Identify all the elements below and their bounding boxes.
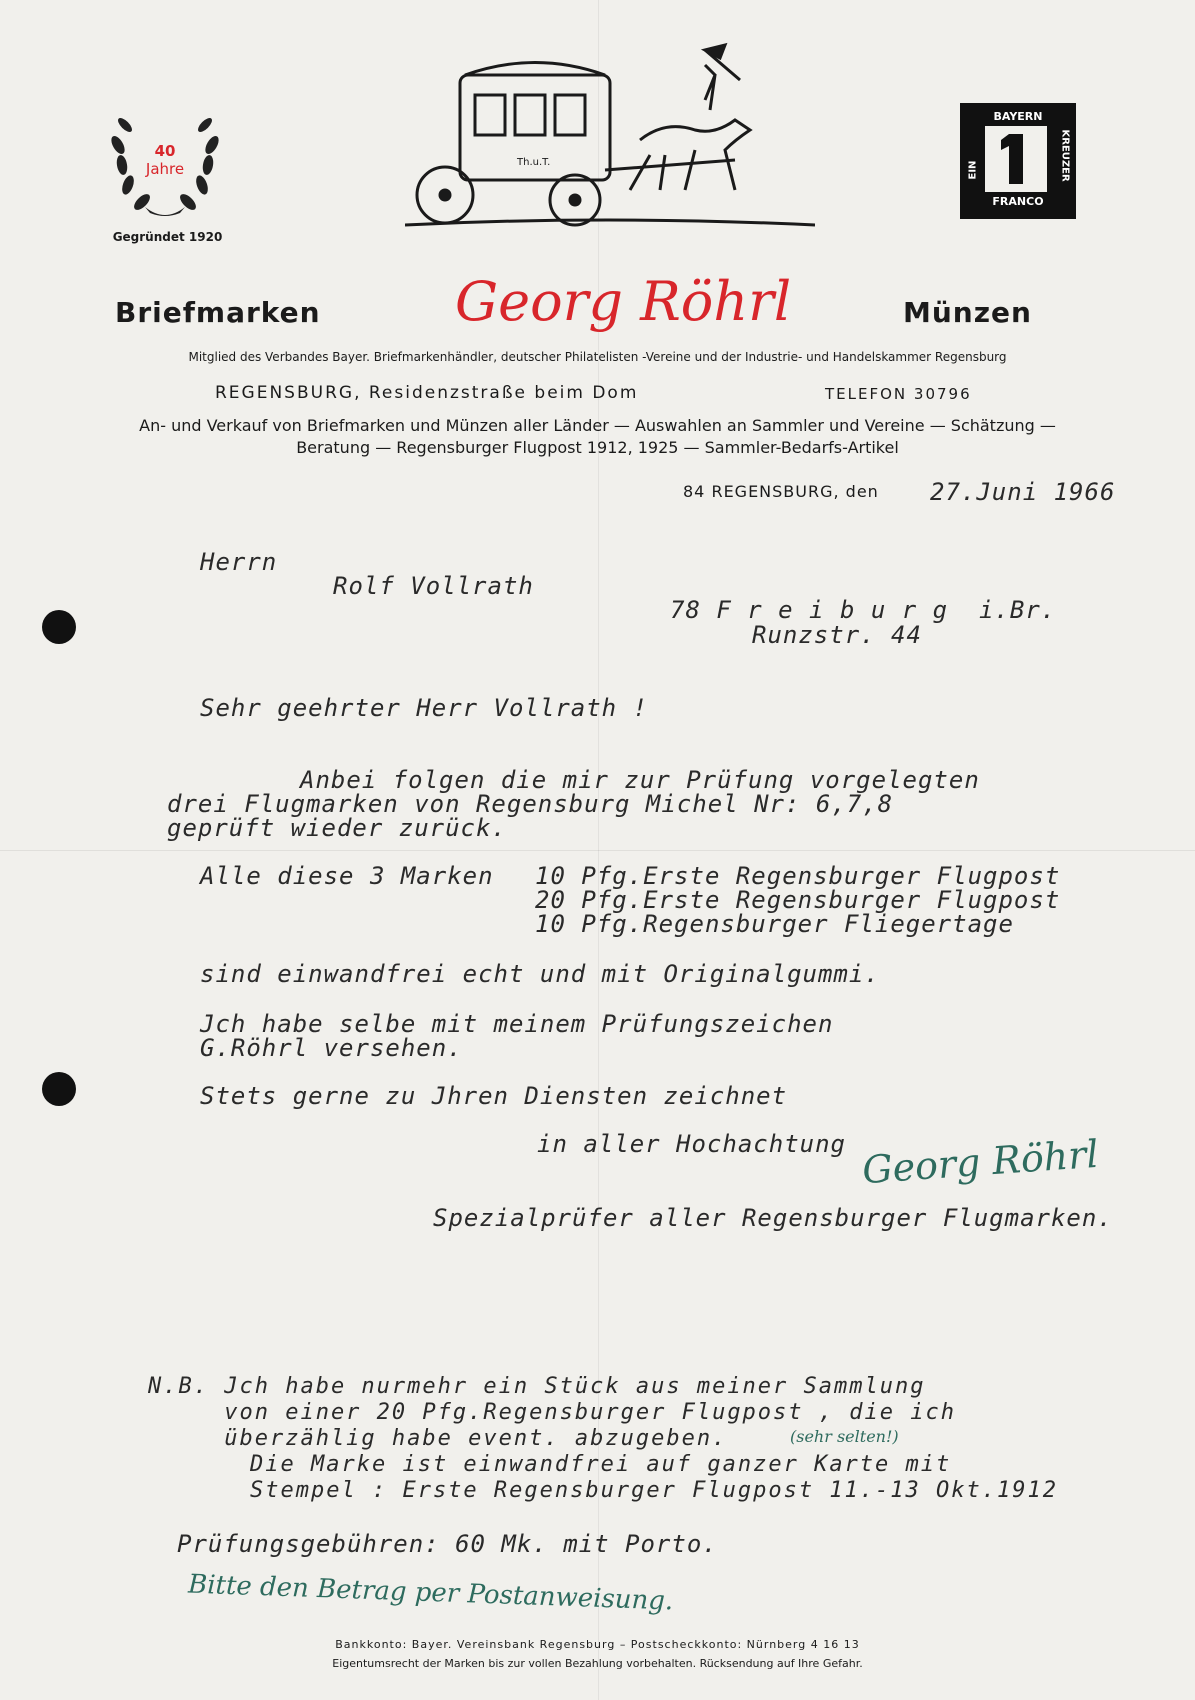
membership-line: Mitglied des Verbandes Bayer. Briefmarkenhändler, deutscher Philatelisten -Vereine und der Industrie- und Handelskammer Regensburg bbox=[188, 350, 1007, 364]
list-item: 10 Pfg.Regensburger Fliegertage bbox=[535, 910, 1014, 938]
para1-line-3: geprüft wieder zurück. bbox=[167, 814, 507, 842]
firm-name: Georg Röhrl bbox=[455, 270, 792, 333]
para1-line-2: drei Flugmarken von Regensburg Michel Nr: 6,7,8 bbox=[167, 790, 894, 818]
business-phone: TELEFON 30796 bbox=[825, 385, 972, 403]
footer-ownership: Eigentumsrecht der Marken bis zur vollen Bezahlung vorbehalten. Rücksendung auf Ihre Gefahr. bbox=[332, 1657, 863, 1670]
handwritten-request: Bitte den Betrag per Postanweisung. bbox=[187, 1569, 674, 1617]
ps-line-4: Die Marke ist einwandfrei auf ganzer Karte mit bbox=[250, 1452, 952, 1477]
services-line-1: An- und Verkauf von Briefmarken und Münzen aller Länder — Auswahlen an Sammler und Vereine — Schätzung — bbox=[139, 416, 1056, 435]
business-address: REGENSBURG, Residenzstraße beim Dom bbox=[215, 383, 639, 403]
fee-line: Prüfungsgebühren: 60 Mk. mit Porto. bbox=[177, 1530, 718, 1558]
anniversary-word: Jahre bbox=[145, 160, 185, 178]
list-item: 10 Pfg.Erste Regensburger Flugpost bbox=[535, 862, 1061, 890]
stamp-top-text: BAYERN bbox=[993, 110, 1043, 123]
recipient-salutation: Herrn bbox=[200, 548, 278, 576]
stagecoach-illustration bbox=[405, 40, 815, 240]
list-item: 20 Pfg.Erste Regensburger Flugpost bbox=[535, 886, 1061, 914]
paper-fold-horizontal bbox=[0, 850, 1195, 851]
ps-line-2: von einer 20 Pfg.Regensburger Flugpost , die ich bbox=[148, 1400, 956, 1425]
bavarian-stamp bbox=[960, 103, 1076, 219]
coach-mark: Th.u.T. bbox=[517, 157, 551, 168]
label-briefmarken: Briefmarken bbox=[115, 296, 321, 329]
stamp-right-text: KREUZER bbox=[1059, 129, 1071, 182]
letter-date: 27.Juni 1966 bbox=[930, 478, 1116, 506]
label-muenzen: Münzen bbox=[903, 296, 1032, 329]
date-prefix: 84 REGENSBURG, den bbox=[683, 482, 879, 501]
handwritten-note: (sehr selten!) bbox=[790, 1427, 899, 1446]
list-intro: Alle diese 3 Marken bbox=[200, 862, 494, 890]
para3-line-1: Jch habe selbe mit meinem Prüfungszeichen bbox=[200, 1010, 834, 1038]
signer-title: Spezialprüfer aller Regensburger Flugmarken. bbox=[433, 1204, 1113, 1232]
ps-line-1: N.B. Jch habe nurmehr ein Stück aus meiner Sammlung bbox=[148, 1374, 926, 1399]
recipient-city: 78 F r e i b u r g i.Br. bbox=[670, 596, 1057, 624]
para3-line-2: G.Röhrl versehen. bbox=[200, 1034, 463, 1062]
ps-line-3: überzählig habe event. abzugeben. bbox=[148, 1426, 728, 1451]
stamp-left-text: EIN bbox=[967, 160, 979, 180]
numeral-one-icon bbox=[985, 126, 1047, 192]
stamp-center bbox=[985, 126, 1047, 192]
authenticity-statement: sind einwandfrei echt und mit Originalgummi. bbox=[200, 960, 880, 988]
services-line-2: Beratung — Regensburger Flugpost 1912, 1925 — Sammler-Bedarfs-Artikel bbox=[296, 438, 899, 457]
founded-year: Gegründet 1920 bbox=[112, 230, 223, 244]
recipient-name: Rolf Vollrath bbox=[333, 572, 534, 600]
footer-bank: Bankkonto: Bayer. Vereinsbank Regensburg – Postscheckkonto: Nürnberg 4 16 13 bbox=[335, 1638, 860, 1651]
ps-line-5: Stempel : Erste Regensburger Flugpost 11.-13 Okt.1912 bbox=[250, 1478, 1058, 1503]
para1-line-1: Anbei folgen die mir zur Prüfung vorgelegten bbox=[300, 766, 980, 794]
closing-line-2: in aller Hochachtung bbox=[537, 1130, 846, 1158]
stagecoach-icon bbox=[405, 40, 815, 240]
anniversary-number: 40 bbox=[154, 142, 176, 160]
closing-line-1: Stets gerne zu Jhren Diensten zeichnet bbox=[200, 1082, 788, 1110]
signature: Georg Röhrl bbox=[860, 1131, 1100, 1193]
punch-hole-top bbox=[42, 610, 76, 644]
punch-hole-bottom bbox=[42, 1072, 76, 1106]
recipient-street: Runzstr. 44 bbox=[752, 621, 922, 649]
greeting: Sehr geehrter Herr Vollrath ! bbox=[200, 694, 649, 722]
stamp-bottom-text: FRANCO bbox=[992, 195, 1044, 208]
services-description bbox=[90, 415, 1105, 459]
anniversary-text bbox=[135, 142, 195, 178]
